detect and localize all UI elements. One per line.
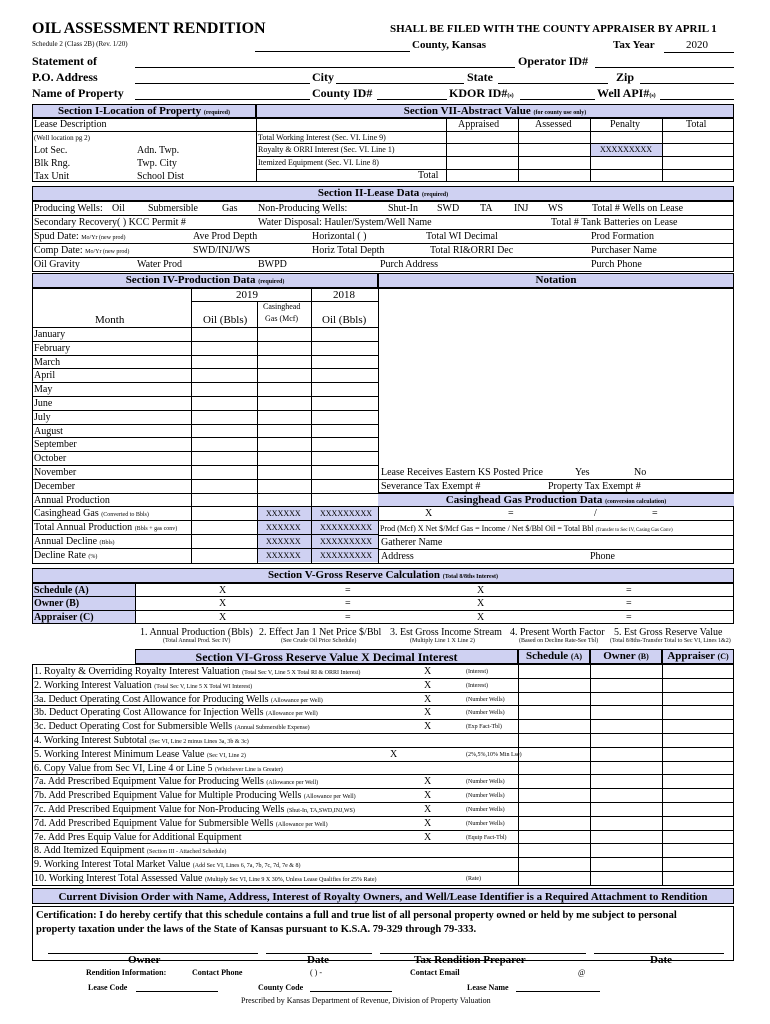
sec5-col3: 3. Est Gross Income Stream <box>390 627 502 638</box>
sec5-owner-b: Owner (B) <box>34 598 80 609</box>
annual-decline-row: Annual Decline (Bbls) <box>34 536 115 547</box>
water-disposal[interactable]: Water Disposal: Hauler/System/Well Name <box>258 217 432 228</box>
sec6-row-15: 9. Working Interest Total Market Value (Add Sec VI, Lines 6, 7a, 7b, 7c, 7d, 7e & 8) <box>34 859 301 870</box>
sec5-x2: X <box>477 585 485 596</box>
row-rule <box>32 479 378 480</box>
penalty-header: Penalty <box>610 119 640 130</box>
sec5-x1: X <box>219 585 227 596</box>
sec6-owner-input[interactable] <box>591 720 661 733</box>
state-line[interactable] <box>498 83 608 84</box>
sec6-row-14: 8. Add Itemized Equipment (Section III - Attached Schedule) <box>34 845 227 856</box>
sec5-x1: X <box>219 612 227 623</box>
sec6-x: X <box>424 818 432 829</box>
zip-line[interactable] <box>640 83 734 84</box>
county-id-label: County ID# <box>312 86 373 100</box>
month-april: April <box>34 370 56 381</box>
prescribed-by: Prescribed by Kansas Department of Revenue, Division of Property Valuation <box>241 996 491 1005</box>
sec6-appraiser-input[interactable] <box>663 858 733 871</box>
owner-label: Owner <box>128 954 161 966</box>
sec5-col4-sub: (Based on Decline Rate-See Tbl) <box>519 638 599 644</box>
sec6-appraiser-input[interactable] <box>663 789 733 802</box>
sec6-schedule-input[interactable] <box>519 679 589 692</box>
oil-xx: XXXXXXXXX <box>320 509 372 518</box>
month-november: November <box>34 467 77 478</box>
total-wells-label[interactable]: Total # Wells on Lease <box>592 203 684 214</box>
section2-header: Section II-Lease Data (required) <box>32 186 734 201</box>
sec6-schedule-input[interactable] <box>519 734 589 747</box>
sec5-eq1: = <box>345 585 351 596</box>
gas-xx: XXXXXX <box>266 551 301 560</box>
gas-xx: XXXXXX <box>266 523 301 532</box>
sec6-row-12: 7d. Add Prescribed Equipment Value for Submersible Wells (Allowance per Well) <box>34 818 328 829</box>
sec6-x: X <box>424 832 432 843</box>
sec6-owner-input[interactable] <box>591 706 661 719</box>
lot-sec-label[interactable]: Lot Sec. <box>34 145 68 156</box>
sec6-x: X <box>424 790 432 801</box>
no-option[interactable]: No <box>634 467 647 478</box>
sec6-x: X <box>424 707 432 718</box>
severance-exempt[interactable]: Severance Tax Exempt # <box>381 481 481 492</box>
statement-of-label: Statement of <box>32 54 97 68</box>
sec5-schedule-a: Schedule (A) <box>34 585 89 596</box>
total-ri-orri[interactable]: Total RI&ORRI Dec <box>430 245 514 256</box>
county-code-label: County Code <box>258 983 304 992</box>
sec6-note: (Number Wells) <box>466 697 505 703</box>
section5-header: Section V-Gross Reserve Calculation (Total 8/8ths Interest) <box>32 568 734 583</box>
gas-formula: Prod (Mcf) X Net $/Mcf Gas = Income / Net $/Bbl Oil = Total Bbl (Transfer to Sec IV, Casing Gas Conv) <box>380 524 673 533</box>
sec6-owner-input[interactable] <box>591 844 661 857</box>
sec6-row-8: 6. Copy Value from Sec VI, Line 4 or Line 5 (Whichever Line is Greater) <box>34 763 283 774</box>
sec6-row-13: 7e. Add Pres Equip Value for Additional Equipment <box>34 832 242 843</box>
year-2018: 2018 <box>333 289 355 301</box>
sec6-row-11: 7c. Add Prescribed Equipment Value for Non-Producing Wells (Shut-In, TA,SWD,INJ,WS) <box>34 804 355 815</box>
row-rule <box>32 451 378 452</box>
purchaser-name[interactable]: Purchaser Name <box>591 245 657 256</box>
ws[interactable]: WS <box>548 203 563 214</box>
well-api-line[interactable] <box>660 99 734 100</box>
contact-phone-input[interactable]: ( ) - <box>310 968 322 977</box>
sec6-owner-input[interactable] <box>591 872 661 885</box>
sec6-owner-input[interactable] <box>591 748 661 761</box>
secondary-recovery[interactable]: Secondary Recovery( ) KCC Permit # <box>34 217 186 228</box>
city-line[interactable] <box>336 83 464 84</box>
property-name-line[interactable] <box>135 99 310 100</box>
lease-name-line[interactable] <box>516 991 600 992</box>
sec5-x1: X <box>219 598 227 609</box>
section6-header: Section VI-Gross Reserve Value X Decimal Interest <box>135 649 518 664</box>
sec6-appraiser-input[interactable] <box>663 803 733 816</box>
sec6-x: X <box>424 666 432 677</box>
sec5-col5: 5. Est Gross Reserve Value <box>614 627 723 638</box>
sec6-note: (Number Wells) <box>466 779 505 785</box>
kdor-id-label: KDOR ID#(s) <box>449 86 514 100</box>
tax-year-underline <box>664 52 734 53</box>
gatherer-phone[interactable]: Phone <box>590 551 615 562</box>
sec6-schedule-input[interactable] <box>519 720 589 733</box>
tax-year-value[interactable]: 2020 <box>686 39 708 51</box>
divider <box>311 548 312 562</box>
ta[interactable]: TA <box>480 203 493 214</box>
row-rule <box>32 327 378 328</box>
divider <box>191 288 192 564</box>
sec6-x: X <box>424 694 432 705</box>
sec6-note: (Equip Fact-Tbl) <box>466 835 507 841</box>
sec6-row-4: 3b. Deduct Operating Cost Allowance for Injection Wells (Allowance per Well) <box>34 707 318 718</box>
month-january: January <box>34 329 66 340</box>
sec6-appraiser-input[interactable] <box>663 775 733 788</box>
casinghead-gas-row: Casinghead Gas (Converted to Bbls) <box>34 508 149 519</box>
notation-header: Notation <box>378 273 734 288</box>
sec6-note: (Number Wells) <box>466 807 505 813</box>
producing-gas[interactable]: Gas <box>222 203 238 214</box>
sec6-row-1: 1. Royalty & Overriding Royalty Interest Valuation (Total Sec V, Line 5 X Total RI & ORRI Interest) <box>34 666 361 677</box>
oil-xx: XXXXXXXXX <box>320 537 372 546</box>
penalty-xx: XXXXXXXXX <box>600 145 652 154</box>
contact-email-input[interactable]: @ <box>578 968 586 977</box>
sec6-row-16: 10. Working Interest Total Assessed Value (Multiply Sec VI, Line 9 X 30%, Unless Lease Qualifies for 25% Rate) <box>34 873 377 884</box>
divider <box>446 118 447 182</box>
sec6-owner-input[interactable] <box>591 803 661 816</box>
contact-phone-label: Contact Phone <box>192 968 243 977</box>
sec6-note: (Number Wells) <box>466 821 505 827</box>
month-june: June <box>34 398 53 409</box>
gas-eq2: = <box>652 508 658 519</box>
sec5-col5-sub: (Total 8/8ths-Transfer Total to Sec VI, Lines 1&2) <box>610 638 731 644</box>
month-july: July <box>34 412 51 423</box>
sec6-owner-input[interactable] <box>591 679 661 692</box>
blk-rng-label[interactable]: Blk Rng. <box>34 158 71 169</box>
schedule-label: Schedule 2 (Class 2B) (Rev. 1/20) <box>32 40 128 48</box>
filed-notice: SHALL BE FILED WITH THE COUNTY APPRAISER BY APRIL 1 <box>390 23 717 35</box>
month-may: May <box>34 384 53 395</box>
lease-code-line[interactable] <box>136 991 218 992</box>
preparer-label: Tax Rendition Preparer <box>414 954 526 966</box>
yes-option[interactable]: Yes <box>575 467 590 478</box>
sec6-note: (2%,5%,10% Min Lse) <box>466 752 522 758</box>
kdor-id-line[interactable] <box>520 99 595 100</box>
ave-prod-depth[interactable]: Ave Prod Depth <box>193 231 258 242</box>
gas-eq1: = <box>508 508 514 519</box>
sec5-eq1: = <box>345 598 351 609</box>
row-rule <box>32 465 378 466</box>
sec6-appraiser-input[interactable] <box>663 720 733 733</box>
oil-xx: XXXXXXXXX <box>320 551 372 560</box>
county-id-line[interactable] <box>377 99 447 100</box>
sec5-eq1: = <box>345 612 351 623</box>
divider <box>378 288 379 564</box>
well-location-note: (Well location pg 2) <box>34 134 91 142</box>
sec6-row-2: 2. Working Interest Valuation (Total Sec V, Line 5 X Total WI Interest) <box>34 680 253 691</box>
certification-line1: Certification: I do hereby certify that this schedule contains a full and true list of all personal property owned or held by me subject to personal <box>36 910 677 921</box>
producing-submersible[interactable]: Submersible <box>148 203 198 214</box>
purch-phone[interactable]: Purch Phone <box>591 259 642 270</box>
inj[interactable]: INJ <box>514 203 529 214</box>
swd[interactable]: SWD <box>437 203 460 214</box>
total-wi-decimal[interactable]: Total WI Decimal <box>426 231 498 242</box>
sec5-x2: X <box>477 612 485 623</box>
divider <box>135 583 136 624</box>
divider <box>256 118 257 182</box>
sec6-owner-input[interactable] <box>591 789 661 802</box>
non-producing-label: Non-Producing Wells: <box>258 203 348 214</box>
decline-rate-row: Decline Rate (%) <box>34 550 98 561</box>
certification-line2: property taxation under the laws of the State of Kansas pursuant to K.S.A. 79-329 through 79-333. <box>36 924 477 935</box>
bwpd: BWPD <box>258 259 287 270</box>
po-address-label: P.O. Address <box>32 70 98 84</box>
sec6-schedule-input[interactable] <box>519 872 589 885</box>
sec6-schedule-input[interactable] <box>519 858 589 871</box>
oil-bbls-2018-header: Oil (Bbls) <box>322 314 367 326</box>
tank-batteries[interactable]: Total # Tank Batteries on Lease <box>551 217 678 228</box>
sec6-x: X <box>424 721 432 732</box>
row-rule <box>32 341 378 342</box>
comp-date[interactable]: Comp Date: Mo/Yr (new prod) <box>34 245 130 256</box>
gas-xx: XXXXXX <box>266 537 301 546</box>
month-december: December <box>34 481 76 492</box>
sec5-col1: 1. Annual Production (Bbls) <box>140 627 253 638</box>
row-rule <box>32 437 378 438</box>
section7-header: Section VII-Abstract Value (for county use only) <box>256 104 734 118</box>
preparer-date-label: Date <box>650 954 672 966</box>
property-tax-exempt[interactable]: Property Tax Exempt # <box>548 481 641 492</box>
year-2019: 2019 <box>236 289 258 301</box>
month-february: February <box>34 343 71 354</box>
sec6-owner-input[interactable] <box>591 817 661 830</box>
po-address-line[interactable] <box>135 83 310 84</box>
month-september: September <box>34 439 77 450</box>
row-rule <box>32 396 378 397</box>
spud-date[interactable]: Spud Date: Mo/Yr (new prod) <box>34 231 126 242</box>
sec6-appraiser-input[interactable] <box>663 665 733 678</box>
sec5-x2: X <box>477 598 485 609</box>
sec6-note: (Exp Fact-Tbl) <box>466 724 502 730</box>
total-header: Total <box>686 119 707 130</box>
sec6-schedule-input[interactable] <box>519 665 589 678</box>
sec6-row-10: 7b. Add Prescribed Equipment Value for Multiple Producing Wells (Allowance per Well) <box>34 790 356 801</box>
sec5-col2-sub: (See Crude Oil Price Schedule) <box>281 638 357 644</box>
divider <box>311 520 312 534</box>
purch-address[interactable]: Purch Address <box>380 259 439 270</box>
sec6-owner-header: Owner (B) <box>590 649 662 664</box>
row-rule <box>32 382 378 383</box>
sec6-x: X <box>390 749 398 760</box>
sec6-appraiser-input[interactable] <box>663 679 733 692</box>
sec5-eq2: = <box>626 585 632 596</box>
sec6-appraiser-header: Appraiser (C) <box>662 649 734 664</box>
sec6-row-3: 3a. Deduct Operating Cost Allowance for Producing Wells (Allowance per Well) <box>34 694 323 705</box>
divider <box>311 534 312 548</box>
lease-code-label: Lease Code <box>88 983 128 992</box>
gas-x: X <box>425 508 433 519</box>
division-order-banner: Current Division Order with Name, Address, Interest of Royalty Owners, and Well/Lease Identifier is a Required Attachment to Rendition <box>32 888 734 904</box>
water-prod[interactable]: Water Prod <box>137 259 183 270</box>
sec6-schedule-input[interactable] <box>519 706 589 719</box>
tax-year-label: Tax Year <box>613 39 655 51</box>
state-label: State <box>467 70 493 84</box>
sec6-appraiser-input[interactable] <box>663 706 733 719</box>
lease-description-label: Lease Description <box>34 119 107 130</box>
sec6-appraiser-input[interactable] <box>663 844 733 857</box>
sec6-owner-input[interactable] <box>591 734 661 747</box>
form-title: OIL ASSESSMENT RENDITION <box>32 20 266 37</box>
sec6-row-9: 7a. Add Prescribed Equipment Value for Producing Wells (Allowance per Well) <box>34 776 319 787</box>
assessed-header: Assessed <box>535 119 572 130</box>
royalty-row: Royalty & ORRI Interest (Sec. VI. Line 1) <box>258 145 395 154</box>
sec6-owner-input[interactable] <box>591 775 661 788</box>
sec6-note: (Interest) <box>466 683 488 689</box>
sec6-schedule-input[interactable] <box>519 789 589 802</box>
sec6-schedule-input[interactable] <box>519 817 589 830</box>
itemized-row: Itemized Equipment (Sec. VI. Line 8) <box>258 158 379 167</box>
producing-oil[interactable]: Oil <box>112 203 125 214</box>
operator-id-line[interactable] <box>595 67 734 68</box>
sec6-note: (Rate) <box>466 876 481 882</box>
gas-mcf-header: Gas (Mcf) <box>265 314 299 323</box>
sec6-x: X <box>424 776 432 787</box>
sec5-eq2: = <box>626 612 632 623</box>
appraised-header: Appraised <box>458 119 500 130</box>
annual-production-row: Annual Production <box>34 495 110 506</box>
sec6-note: (Number Wells) <box>466 710 505 716</box>
twp-city-label[interactable]: Twp. City <box>137 158 177 169</box>
row-rule <box>32 355 378 356</box>
rule <box>378 520 734 521</box>
rule <box>378 549 734 550</box>
month-march: March <box>34 357 61 368</box>
horiz-total-depth[interactable]: Horiz Total Depth <box>312 245 385 256</box>
county-label: County, Kansas <box>412 39 486 51</box>
producing-wells-label: Producing Wells: <box>34 203 103 214</box>
sec5-appraiser-c: Appraiser (C) <box>34 612 94 623</box>
sec6-appraiser-input[interactable] <box>663 734 733 747</box>
sec6-note: (Number Wells) <box>466 793 505 799</box>
lease-name-label: Lease Name <box>467 983 509 992</box>
month-october: October <box>34 453 67 464</box>
sec6-row-6: 4. Working Interest Subtotal (Sec VI, Line 2 minus Lines 3a, 3b & 3c) <box>34 735 249 746</box>
horizontal[interactable]: Horizontal ( ) <box>312 231 367 242</box>
eastern-ks-price: Lease Receives Eastern KS Posted Price <box>381 467 543 478</box>
shut-in[interactable]: Shut-In <box>388 203 418 214</box>
row-rule <box>32 410 378 411</box>
row-rule <box>32 424 378 425</box>
sec6-row-7: 5. Working Interest Minimum Lease Value (Sec VI, Line 2) <box>34 749 246 760</box>
rendition-info-label: Rendition Information: <box>86 968 167 977</box>
adn-twp-label[interactable]: Adn. Twp. <box>137 145 180 156</box>
month-header: Month <box>95 314 125 326</box>
divider <box>311 506 312 520</box>
gas-slash: / <box>594 508 597 519</box>
sec5-col1-sub: (Total Annual Prod. Sec IV) <box>163 638 231 644</box>
sec6-x: X <box>424 804 432 815</box>
sec6-schedule-input[interactable] <box>519 844 589 857</box>
county-code-line[interactable] <box>310 991 392 992</box>
oil-xx: XXXXXXXXX <box>320 523 372 532</box>
row-rule <box>32 368 378 369</box>
city-label: City <box>312 70 334 84</box>
sec6-appraiser-input[interactable] <box>663 748 733 761</box>
operator-id-label: Operator ID# <box>518 54 589 68</box>
well-api-label: Well API#(s) <box>597 86 656 100</box>
name-of-property-label: Name of Property <box>32 86 124 100</box>
contact-email-label: Contact Email <box>410 968 460 977</box>
sec6-schedule-input[interactable] <box>519 775 589 788</box>
section1-header: Section I-Location of Property (required) <box>32 104 256 118</box>
oil-bbls-header: Oil (Bbls) <box>203 314 248 326</box>
sec5-col2: 2. Effect Jan 1 Net Price $/Bbl <box>259 627 382 638</box>
sec6-row-5: 3c. Deduct Operating Cost for Submersible Wells (Annual Submersible Expense) <box>34 721 310 732</box>
owner-date-label: Date <box>307 954 329 966</box>
county-line[interactable] <box>255 51 410 52</box>
gatherer-address[interactable]: Address <box>381 551 414 562</box>
divider <box>518 118 519 182</box>
month-august: August <box>34 426 63 437</box>
sec6-x: X <box>424 680 432 691</box>
sec6-schedule-input[interactable] <box>519 803 589 816</box>
sec5-col4: 4. Present Worth Factor <box>510 627 605 638</box>
casinghead-header: Casinghead <box>263 302 301 311</box>
sec5-col3-sub: (Multiply Line 1 X Line 2) <box>410 638 475 644</box>
sec6-appraiser-input[interactable] <box>663 872 733 885</box>
swd-inj-ws[interactable]: SWD/INJ/WS <box>193 245 251 256</box>
sec5-eq2: = <box>626 598 632 609</box>
sec6-owner-input[interactable] <box>591 665 661 678</box>
prod-formation[interactable]: Prod Formation <box>591 231 655 242</box>
school-dist-label[interactable]: School Dist <box>137 171 184 182</box>
sec6-note: (Interest) <box>466 669 488 675</box>
sec6-appraiser-input[interactable] <box>663 817 733 830</box>
zip-label: Zip <box>616 70 635 84</box>
gatherer-name[interactable]: Gatherer Name <box>381 537 443 548</box>
sec6-schedule-input[interactable] <box>519 748 589 761</box>
sec6-schedule-header: Schedule (A) <box>518 649 590 664</box>
casinghead-gas-header: Casinghead Gas Production Data (conversion calculation) <box>378 493 734 507</box>
section4-header: Section IV-Production Data (required) <box>32 273 378 288</box>
divider <box>662 118 663 182</box>
tax-unit-label[interactable]: Tax Unit <box>34 171 70 182</box>
section7-total-label: Total <box>418 170 439 181</box>
total-wi-row: Total Working Interest (Sec. VI. Line 9) <box>258 133 386 142</box>
sec6-owner-input[interactable] <box>591 858 661 871</box>
total-annual-row: Total Annual Production (Bbls + gas conv) <box>34 522 178 533</box>
statement-of-line[interactable] <box>135 67 515 68</box>
gas-xx: XXXXXX <box>266 509 301 518</box>
oil-gravity[interactable]: Oil Gravity <box>34 259 80 270</box>
